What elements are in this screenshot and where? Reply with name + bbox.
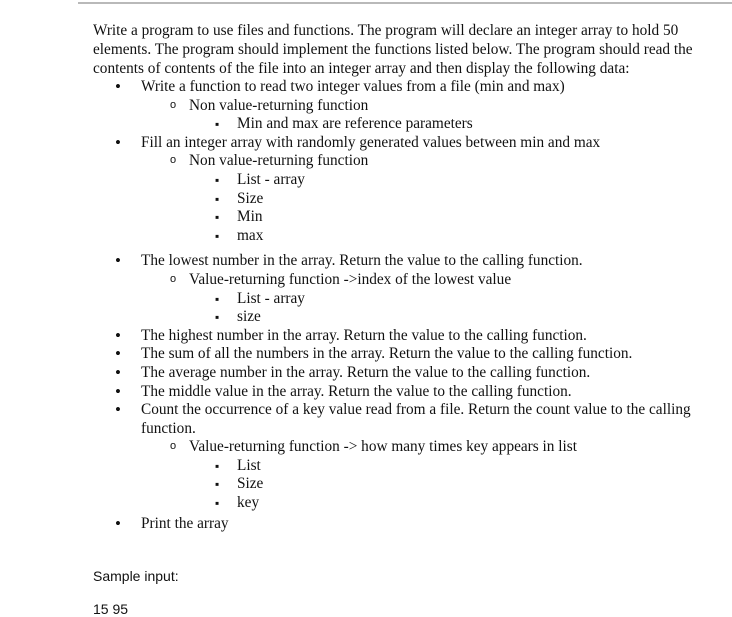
param-min: ▪ Min bbox=[93, 208, 723, 227]
param-size: ▪ Size bbox=[93, 475, 723, 494]
bullet-fill-array: • Fill an integer array with randomly generated values between min and max bbox=[93, 134, 723, 153]
param-size: ▪ size bbox=[93, 308, 723, 327]
param-list: ▪ List bbox=[93, 457, 723, 476]
bullet-highest-number: • The highest number in the array. Return the value to the calling function. bbox=[93, 327, 723, 346]
param-size: ▪ Size bbox=[93, 190, 723, 209]
sub-sub-bullet-reference-params: ▪ Min and max are reference parameters bbox=[93, 115, 723, 134]
top-rule bbox=[78, 2, 732, 4]
sub-bullet-index-lowest: o Value-returning function ->index of the lowest value bbox=[93, 271, 723, 290]
bullet-print-array: • Print the array bbox=[93, 515, 723, 534]
param-max: ▪ max bbox=[93, 227, 723, 246]
param-key: ▪ key bbox=[93, 494, 723, 513]
sub-bullet-key-count: o Value-returning function -> how many times key appears in list bbox=[93, 438, 723, 457]
sub-bullet-non-value-returning: o Non value-returning function bbox=[93, 152, 723, 171]
sample-input-label: Sample input: bbox=[93, 568, 179, 584]
bullet-average: • The average number in the array. Return the value to the calling function. bbox=[93, 364, 723, 383]
sample-input-first-line: 15 95 bbox=[93, 601, 129, 617]
sub-bullet-non-value-returning: o Non value-returning function bbox=[93, 97, 723, 116]
bullet-count-key: • Count the occurrence of a key value read from a file. Return the count value to the calling bbox=[93, 401, 723, 420]
document-body bbox=[93, 21, 723, 533]
bullet-sum: • The sum of all the numbers in the array. Return the value to the calling function. bbox=[93, 345, 723, 364]
bullet-middle-value: • The middle value in the array. Return the value to the calling function. bbox=[93, 383, 723, 402]
bullet-read-min-max: • Write a function to read two integer values from a file (min and max) bbox=[93, 78, 723, 97]
param-list-array: ▪ List - array bbox=[93, 290, 723, 309]
param-list-array: ▪ List - array bbox=[93, 171, 723, 190]
bullet-lowest-number: • The lowest number in the array. Return the value to the calling function. bbox=[93, 252, 723, 271]
intro-paragraph: Write a program to use files and functions. The program will declare an integer array to hold 50 elements. The program should implement the functions listed below. The program should read the contents of contents of the file into an integer array and then display the following data: bbox=[93, 22, 693, 77]
bullet-count-key-continuation: function. bbox=[141, 419, 196, 437]
